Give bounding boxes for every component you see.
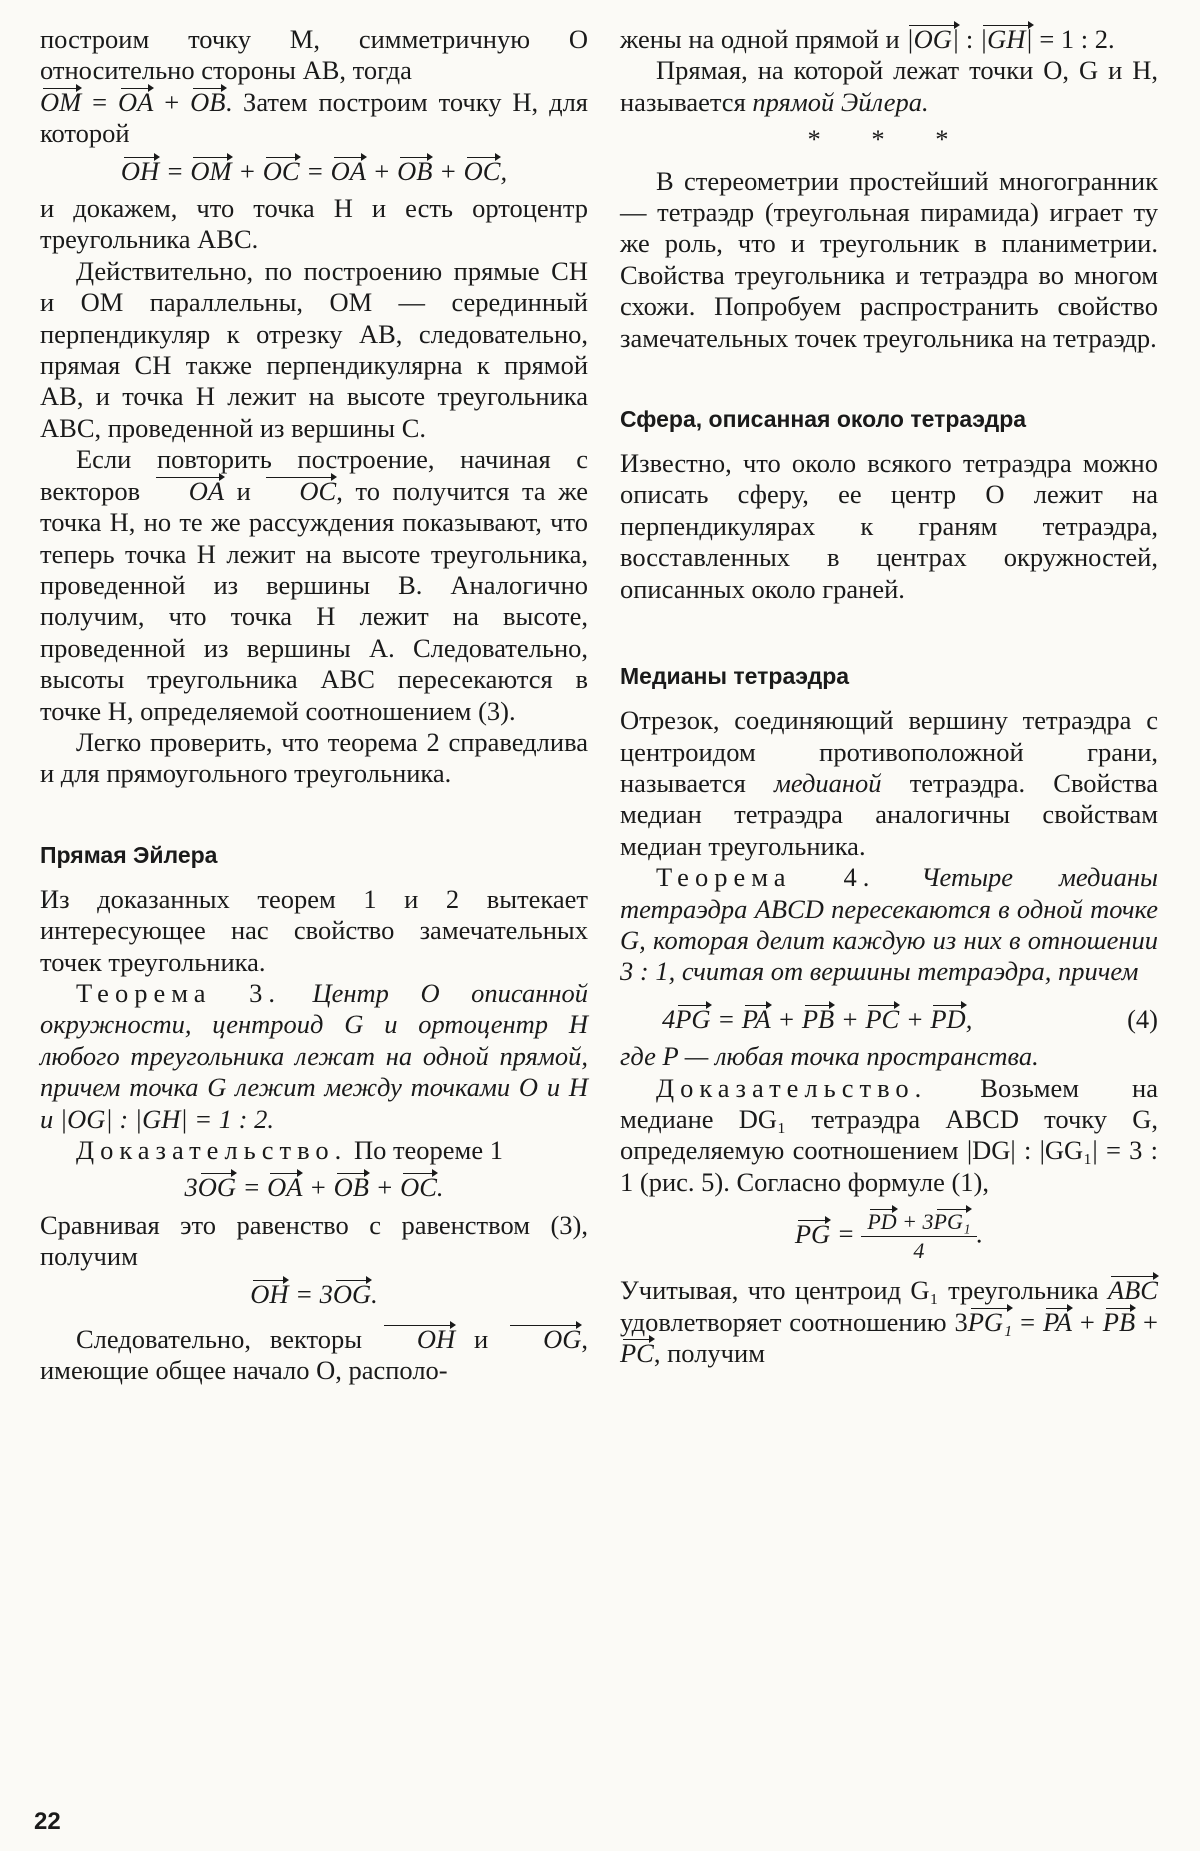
paragraph-text: Отрезок, соединяющий вершину тетраэдра с центроидом противоположной грани, называется xyxy=(620,705,1158,798)
vector: OC xyxy=(463,155,501,186)
operator: + xyxy=(366,155,398,186)
fraction-denominator: 4 xyxy=(913,1238,925,1264)
formula-oh-3og xyxy=(40,1279,588,1310)
paragraph-text: , имеющие общее начало O, располо- xyxy=(40,1324,588,1386)
vector: OG xyxy=(332,1278,372,1309)
paragraph-text: = 1 : 2. xyxy=(1032,24,1115,54)
paragraph-text: Если повторить построение, начиная с векторов xyxy=(40,444,588,506)
vector: OA xyxy=(118,86,154,117)
operator: = xyxy=(288,1278,320,1309)
operator: + xyxy=(153,86,191,117)
paragraph: Действительно, по построению прямые CH и OM параллельны, OM — серединный перпендикуляр к отрезку AB, следовательно, прямая CH также перпендикулярна к прямой AB, и точка H лежит на высоте треугольника ABC, проведенной из вершины C. xyxy=(40,255,588,443)
paragraph-text: Следовательно, векторы xyxy=(76,1324,363,1355)
vector: |OG| xyxy=(906,24,960,54)
vector: OA xyxy=(153,476,224,507)
paragraph xyxy=(620,55,1158,118)
proof xyxy=(40,1135,588,1166)
paragraph: и докажем, что точка H и есть ортоцентр треугольника ABC. xyxy=(40,193,588,255)
fraction-numerator xyxy=(861,1208,976,1237)
paragraph-text: Прямая, на которой лежат точки O, G и H, называется xyxy=(620,55,1158,117)
right-column xyxy=(620,24,1158,1369)
section-heading: Прямая Эйлера xyxy=(40,841,218,868)
operator: = xyxy=(81,86,119,117)
fraction xyxy=(861,1208,976,1265)
operator: = xyxy=(830,1218,862,1249)
paragraph-text: и xyxy=(455,1324,508,1355)
vector: PB xyxy=(801,1003,835,1034)
vector: OA xyxy=(267,1172,303,1203)
paragraph-text: и xyxy=(224,475,264,506)
vector: OB xyxy=(397,155,433,186)
proof xyxy=(620,1073,1158,1199)
vector: OA xyxy=(330,155,366,186)
formula-pg-fraction xyxy=(620,1208,1158,1265)
paragraph: где P — любая точка пространства. xyxy=(620,1041,1039,1072)
operator: + 3 xyxy=(896,1209,934,1235)
operator: + xyxy=(432,155,464,186)
vector: PD xyxy=(930,1003,966,1034)
formula-3og xyxy=(40,1172,588,1203)
operator: = xyxy=(710,1003,742,1034)
page-number: 22 xyxy=(34,1808,61,1835)
vector: OC xyxy=(262,155,300,186)
operator: = xyxy=(236,1172,268,1203)
section-divider: * * * xyxy=(807,124,971,155)
vector: OM xyxy=(40,86,82,117)
vector: OG xyxy=(197,1172,236,1203)
vector: OC xyxy=(263,476,336,507)
section-heading: Сфера, описанная около тетраэдра xyxy=(620,406,1027,433)
paragraph: Легко проверить, что теорема 2 справедлива и для прямоугольного треугольника. xyxy=(40,726,588,789)
vector: OH xyxy=(381,1324,455,1355)
vector: PG₁ xyxy=(933,1209,971,1235)
vector: PC xyxy=(620,1338,654,1368)
vector: PG₁ xyxy=(967,1306,1013,1337)
vector: |GH| xyxy=(979,24,1033,54)
operator: + xyxy=(834,1003,866,1034)
formula-oh xyxy=(40,156,588,187)
vector: OH xyxy=(250,1278,289,1309)
paragraph xyxy=(40,1324,588,1387)
emphasis: медианой xyxy=(773,767,882,798)
left-column xyxy=(40,24,588,1387)
theorem-4 xyxy=(620,862,1158,988)
coefficient: 3 xyxy=(954,1306,968,1337)
paragraph-text: Учитывая, что центроид G₁ треугольника xyxy=(620,1275,1099,1306)
vector: PC xyxy=(865,1003,900,1034)
theorem-label: Теорема 4. xyxy=(656,862,876,893)
proof-text: По теореме 1 xyxy=(353,1135,503,1165)
operator: , xyxy=(965,1003,973,1034)
operator: + xyxy=(770,1003,802,1034)
coefficient: 3 xyxy=(319,1278,333,1309)
vector: PA xyxy=(1043,1306,1072,1337)
operator: + xyxy=(899,1003,931,1034)
paragraph-text: . Затем построим точку H, для которой xyxy=(40,86,588,149)
paragraph: Из доказанных теорем 1 и 2 вытекает интересующее нас свойство замечательных точек треугольника. xyxy=(40,883,588,977)
paragraph: Известно, что около всякого тетраэдра можно описать сферу, ее центр O лежит на перпендикулярах к граням тетраэдра, восставленных в центрах окружностей, описанных около граней. xyxy=(620,448,1158,604)
operator: = xyxy=(159,155,191,186)
theorem-text: Четыре медианы тетраэдра ABCD пересекаются в одной точке G, которая делит каждую из них в отношении 3 : 1, считая от вершины тетраэдра, причем xyxy=(620,862,1159,987)
theorem-3 xyxy=(40,978,588,1135)
paragraph-text: , получим xyxy=(653,1338,765,1368)
vector: OB xyxy=(190,86,226,117)
operator: . xyxy=(371,1278,378,1309)
proof-label: Доказательство. xyxy=(656,1072,928,1103)
vector: PG xyxy=(675,1003,711,1034)
paragraph: Сравнивая это равенство с равенством (3), получим xyxy=(40,1209,588,1272)
vector: OC xyxy=(400,1172,437,1203)
operator: = xyxy=(1012,1306,1044,1337)
equation-number: (4) xyxy=(1127,1003,1158,1034)
paragraph-text: жены на одной прямой и xyxy=(620,24,900,54)
vector: PA xyxy=(741,1003,771,1034)
operator: + xyxy=(1135,1306,1158,1337)
paragraph xyxy=(40,444,588,727)
vector: OB xyxy=(333,1172,369,1203)
section-heading: Медианы тетраэдра xyxy=(620,663,850,690)
paragraph-text: тетраэдра. Свойства медиан тетраэдра аналогичны свойствам медиан треугольника. xyxy=(620,767,1158,861)
operator: + xyxy=(368,1172,401,1203)
paragraph-text: удовлетворяет соотношению xyxy=(620,1306,955,1337)
theorem-text: Центр O описанной окружности, центроид G и ортоцентр H любого треугольника лежат на одной прямой, причем точка G лежит между точками O и H и |OG| : |GH| = 1 : 2. xyxy=(40,977,588,1134)
vector: PD xyxy=(867,1209,897,1235)
vector: PG xyxy=(794,1218,831,1249)
proof-text: Возьмем на медиане DG₁ тетраэдра ABCD точку G, определяемую соотношением |DG| : |GG₁| = 3 : 1 (рис. 5). Согласно формуле (1), xyxy=(620,1072,1158,1197)
vector: ABC xyxy=(1107,1275,1158,1306)
operator: + xyxy=(1072,1306,1103,1337)
paragraph xyxy=(620,705,1158,862)
paragraph xyxy=(620,24,1158,55)
formula-om xyxy=(40,87,588,150)
operator: . xyxy=(436,1172,444,1203)
vector: OM xyxy=(190,155,232,186)
coefficient: 3 xyxy=(184,1172,198,1203)
operator: : xyxy=(959,24,980,54)
vector: PB xyxy=(1102,1306,1136,1337)
paragraph: построим точку M, симметричную O относительно стороны AB, тогда xyxy=(40,24,588,86)
proof-label: Доказательство. xyxy=(76,1135,348,1165)
paragraph-text: , то получится та же точка H, но те же рассуждения показывают, что теперь точка H лежит на высоте треугольника, проведенной из вершины B. Аналогично получим, что точка H лежит на высоте, проведенной из вершины A. Следовательно, высоты треугольника ABC пересекаются в точке H, определяемой соотношением (3). xyxy=(40,475,589,726)
operator: , xyxy=(500,155,508,186)
coefficient: 4 xyxy=(662,1003,676,1034)
vector: OG xyxy=(507,1324,581,1355)
operator: . xyxy=(976,1218,984,1249)
operator: + xyxy=(302,1172,334,1203)
theorem-label: Теорема 3. xyxy=(76,977,281,1008)
emphasis: прямой Эйлера. xyxy=(752,86,929,117)
paragraph xyxy=(620,1275,1158,1369)
formula-4 xyxy=(620,1004,1158,1035)
operator: = xyxy=(299,155,331,186)
operator: + xyxy=(231,155,263,186)
paragraph: В стереометрии простейший многогранник — тетраэдр (треугольная пирамида) играет ту же роль, что и треугольник в планиметрии. Свойства треугольника и тетраэдра во многом схожи. Попробуем распространить свойство замечательных точек треугольника на тетраэдр. xyxy=(620,165,1158,353)
vector: OH xyxy=(120,155,160,186)
